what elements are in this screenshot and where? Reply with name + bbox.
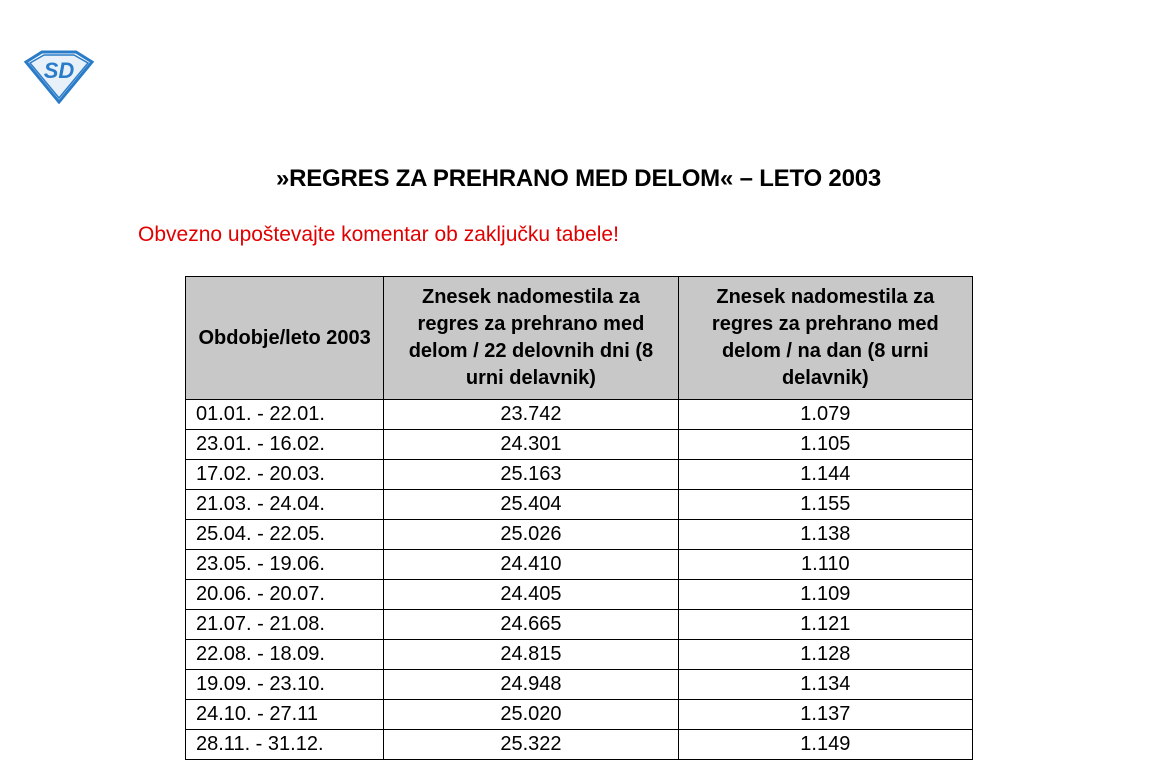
warning-note: Obvezno upoštevajte komentar ob zaključku tabele! xyxy=(138,223,619,246)
header-period: Obdobje/leto 2003 xyxy=(186,277,384,400)
amount-per-day-cell: 1.134 xyxy=(678,670,972,700)
period-cell: 22.08. - 18.09. xyxy=(186,640,384,670)
table-row xyxy=(186,550,973,580)
amount-per-day-cell: 1.155 xyxy=(678,490,972,520)
header-amount-22-days: Znesek nadomestila za regres za prehrano med delom / 22 delovnih dni (8 urni delavnik) xyxy=(384,277,678,400)
amount-22-days-cell: 24.948 xyxy=(384,670,678,700)
period-cell: 23.01. - 16.02. xyxy=(186,430,384,460)
amount-22-days-cell: 25.404 xyxy=(384,490,678,520)
amount-22-days-cell: 25.026 xyxy=(384,520,678,550)
amount-per-day-cell: 1.149 xyxy=(678,730,972,760)
amount-per-day-cell: 1.079 xyxy=(678,400,972,430)
period-cell: 23.05. - 19.06. xyxy=(186,550,384,580)
table-row xyxy=(186,700,973,730)
header-amount-per-day: Znesek nadomestila za regres za prehrano med delom / na dan (8 urni delavnik) xyxy=(678,277,972,400)
table-row xyxy=(186,490,973,520)
period-cell: 25.04. - 22.05. xyxy=(186,520,384,550)
period-cell: 21.07. - 21.08. xyxy=(186,610,384,640)
sd-shield-logo-icon xyxy=(22,48,96,104)
amount-per-day-cell: 1.144 xyxy=(678,460,972,490)
amount-22-days-cell: 25.020 xyxy=(384,700,678,730)
amount-22-days-cell: 23.742 xyxy=(384,400,678,430)
table-row xyxy=(186,460,973,490)
period-cell: 01.01. - 22.01. xyxy=(186,400,384,430)
period-cell: 20.06. - 20.07. xyxy=(186,580,384,610)
amount-22-days-cell: 24.815 xyxy=(384,640,678,670)
amount-22-days-cell: 24.301 xyxy=(384,430,678,460)
amount-per-day-cell: 1.121 xyxy=(678,610,972,640)
table-row xyxy=(186,670,973,700)
table-row xyxy=(186,400,973,430)
amount-per-day-cell: 1.105 xyxy=(678,430,972,460)
table-row xyxy=(186,610,973,640)
amount-per-day-cell: 1.137 xyxy=(678,700,972,730)
table-row xyxy=(186,580,973,610)
table-header-row xyxy=(186,277,973,400)
amount-22-days-cell: 25.322 xyxy=(384,730,678,760)
amount-per-day-cell: 1.138 xyxy=(678,520,972,550)
period-cell: 17.02. - 20.03. xyxy=(186,460,384,490)
period-cell: 28.11. - 31.12. xyxy=(186,730,384,760)
table-row xyxy=(186,730,973,760)
period-cell: 24.10. - 27.11 xyxy=(186,700,384,730)
table-row xyxy=(186,640,973,670)
amount-per-day-cell: 1.109 xyxy=(678,580,972,610)
amount-22-days-cell: 24.410 xyxy=(384,550,678,580)
regres-table xyxy=(185,276,973,760)
amount-per-day-cell: 1.110 xyxy=(678,550,972,580)
amount-22-days-cell: 25.163 xyxy=(384,460,678,490)
table-row xyxy=(186,430,973,460)
amount-22-days-cell: 24.665 xyxy=(384,610,678,640)
table-row xyxy=(186,520,973,550)
period-cell: 19.09. - 23.10. xyxy=(186,670,384,700)
page-title: »REGRES ZA PREHRANO MED DELOM« – LETO 2003 xyxy=(275,165,882,192)
logo-text: SD xyxy=(43,58,75,83)
period-cell: 21.03. - 24.04. xyxy=(186,490,384,520)
amount-per-day-cell: 1.128 xyxy=(678,640,972,670)
amount-22-days-cell: 24.405 xyxy=(384,580,678,610)
